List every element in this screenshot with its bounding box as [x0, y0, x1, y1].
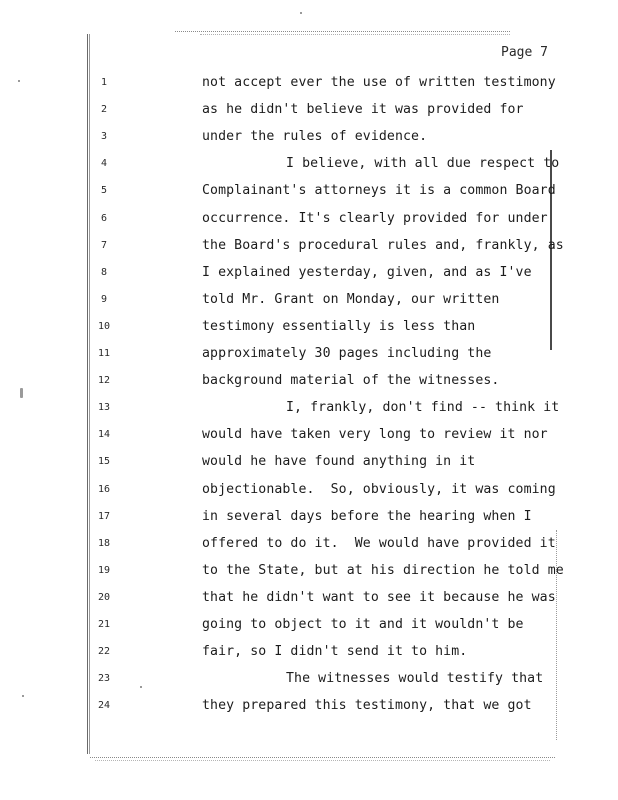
- line-number: 19: [97, 564, 111, 576]
- scan-speck: [300, 12, 302, 14]
- footer-rule: [90, 757, 555, 758]
- line-number: 12: [97, 375, 111, 387]
- transcript-line: I believe, with all due respect to: [286, 156, 560, 172]
- transcript-line: would have taken very long to review it nor: [202, 427, 548, 443]
- scan-speck: [140, 686, 142, 688]
- scan-speck: [22, 695, 24, 697]
- line-number: 15: [97, 456, 111, 468]
- line-number: 11: [97, 348, 111, 359]
- line-number: 17: [97, 510, 111, 522]
- line-number: 4: [100, 158, 108, 170]
- transcript-line: would he have found anything in it: [202, 454, 476, 470]
- transcript-line: Complainant's attorneys it is a common Board: [202, 183, 556, 199]
- line-number: 23: [97, 673, 111, 685]
- transcript-line: background material of the witnesses.: [202, 373, 500, 389]
- transcript-line: testimony essentially is less than: [202, 318, 476, 334]
- line-number: 6: [100, 212, 108, 224]
- scan-speck: [18, 80, 20, 82]
- transcript-line: going to object to it and it wouldn't be: [202, 617, 524, 632]
- transcript-line: occurrence. It's clearly provided for under: [202, 210, 548, 226]
- transcript-line: fair, so I didn't send it to him.: [202, 644, 468, 660]
- transcript-line: I, frankly, don't find -- think it: [286, 400, 560, 416]
- header-rule-secondary: [200, 34, 510, 35]
- transcript-line: I explained yesterday, given, and as I've: [202, 264, 532, 280]
- line-number: 2: [100, 104, 108, 116]
- line-number: 1: [100, 77, 108, 88]
- transcript-line: not accept ever the use of written testimony: [202, 75, 556, 90]
- line-number: 18: [97, 537, 111, 549]
- transcript-line: that he didn't want to see it because he was: [202, 589, 556, 605]
- transcript-line: they prepared this testimony, that we got: [202, 698, 532, 714]
- transcript-line: the Board's procedural rules and, frankly, as: [202, 237, 564, 253]
- line-number: 9: [100, 293, 108, 305]
- transcript-line: in several days before the hearing when I: [202, 508, 532, 524]
- line-number: 7: [100, 239, 108, 251]
- line-number: 5: [100, 185, 108, 197]
- transcript-line: The witnesses would testify that: [286, 671, 544, 687]
- line-number: 8: [100, 266, 108, 278]
- transcript-line: under the rules of evidence.: [202, 129, 428, 145]
- footer-rule-secondary: [95, 760, 550, 761]
- line-number: 10: [97, 320, 111, 332]
- transcript-line: offered to do it. We would have provided it: [202, 535, 556, 551]
- header-rule: [175, 31, 510, 32]
- left-margin-rule: [87, 34, 88, 754]
- transcript-line: objectionable. So, obviously, it was coming: [202, 481, 556, 497]
- scan-speck: [20, 388, 23, 398]
- right-edge-rule: [556, 530, 557, 740]
- line-number: 21: [97, 619, 111, 630]
- line-number: 22: [97, 646, 111, 658]
- line-number: 3: [100, 131, 108, 143]
- page-number-label: Page 7: [501, 45, 548, 60]
- line-number: 16: [97, 483, 111, 495]
- line-number: 13: [97, 402, 111, 414]
- transcript-line: approximately 30 pages including the: [202, 346, 492, 361]
- transcript-line: as he didn't believe it was provided for: [202, 102, 524, 118]
- line-number: 20: [97, 591, 111, 603]
- line-number: 14: [97, 429, 111, 441]
- line-number: 24: [97, 700, 111, 712]
- transcript-line: told Mr. Grant on Monday, our written: [202, 291, 500, 307]
- transcript-line: to the State, but at his direction he told me: [202, 562, 564, 578]
